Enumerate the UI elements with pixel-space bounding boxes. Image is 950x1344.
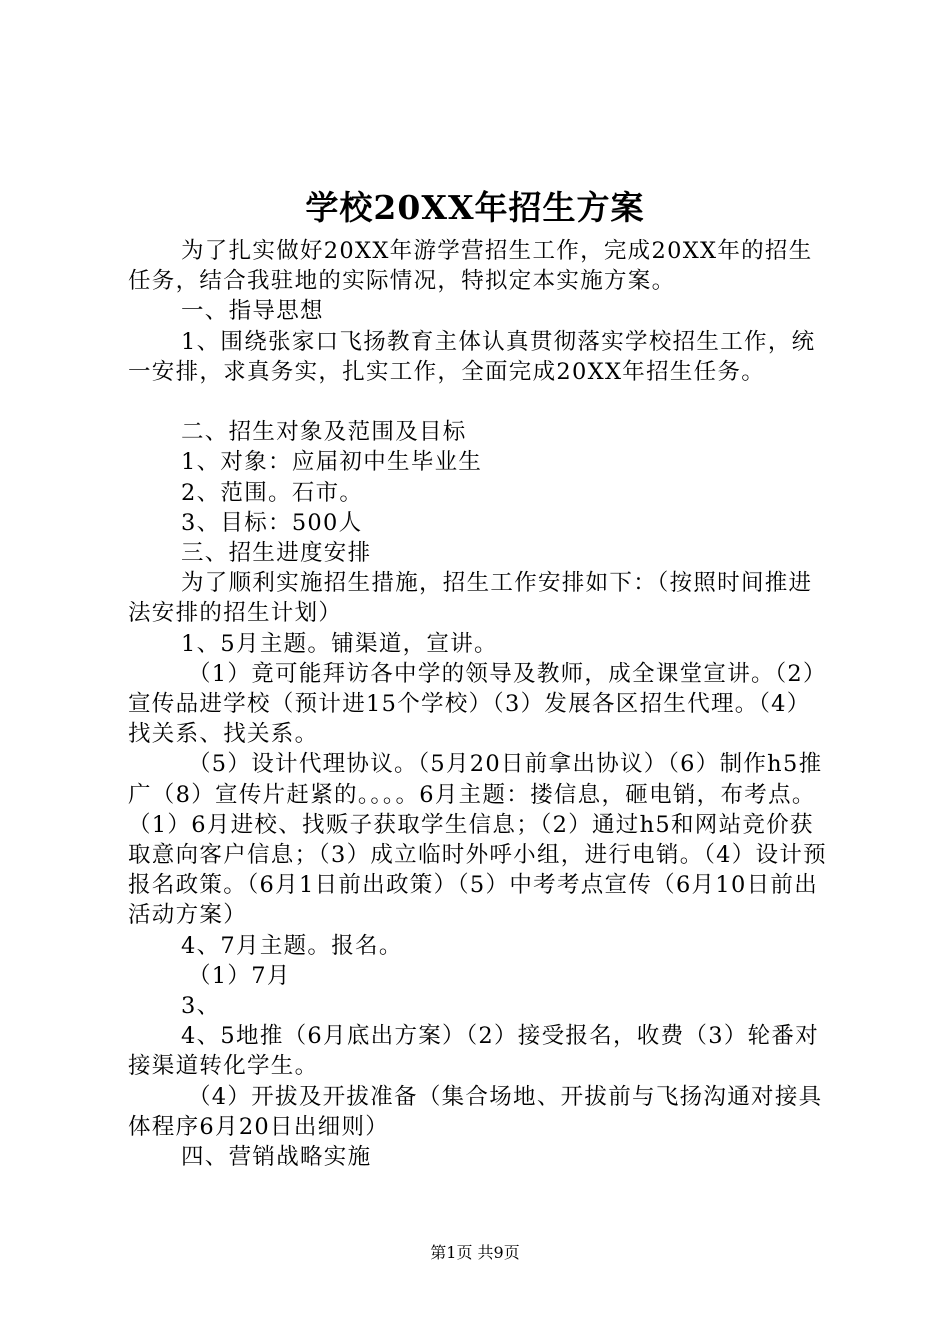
- blank-line: [128, 387, 832, 417]
- section-heading-targets: 二、招生对象及范围及目标: [181, 419, 467, 446]
- document-body: [128, 236, 832, 1172]
- intro-paragraph: 为了扎实做好20XX年游学营招生工作，完成20XX年的招生任务，结合我驻地的实际情况，特拟定本实施方案。: [128, 238, 813, 295]
- schedule-intro-paragraph: 为了顺利实施招生措施，招生工作安排如下：（按照时间推进法安排的招生计划）: [128, 570, 813, 627]
- may-tasks-paragraph: （1）竟可能拜访各中学的领导及教师，成全课堂宣讲。（2）宣传品进学校（预计进15个学校）（3）发展各区招生代理。（4）找关系、找关系。: [128, 660, 827, 748]
- july-sub-item: （1）7月: [188, 962, 291, 989]
- target-goal-item: 3、目标：500人: [181, 509, 363, 536]
- may-theme-item: 1、5月主题。铺渠道，宣讲。: [181, 630, 498, 657]
- ground-promotion-paragraph: 4、5地推（6月底出方案）（2）接受报名，收费（3）轮番对接渠道转化学生。: [128, 1023, 820, 1080]
- section-heading-guiding-thought: 一、指导思想: [181, 298, 324, 325]
- section-heading-schedule: 三、招生进度安排: [181, 540, 372, 567]
- june-tasks-paragraph: （5）设计代理协议。（5月20日前拿出协议）（6）制作h5推广（8）宣传片赶紧的。。。。6月主题：搂信息，砸电销，布考点。（1）6月进校、找贩子获取学生信息；（2）通过h5和网站竞价获取意向客户信息；（3）成立临时外呼小组，进行电销。（4）设计预报名政策。（6月1日前出政策）（5）中考考点宣传（6月10日前出活动方案）: [128, 751, 827, 929]
- target-range-item: 2、范围。石市。: [181, 479, 364, 506]
- section-heading-marketing: 四、营销战略实施: [181, 1144, 372, 1171]
- guiding-thought-item: 1、围绕张家口飞扬教育主体认真贯彻落实学校招生工作，统一安排，求真务实，扎实工作，全面完成20XX年招生任务。: [128, 328, 816, 385]
- page-footer: 第1页 共9页: [430, 1243, 520, 1262]
- numbered-item-3: 3、: [181, 993, 221, 1020]
- july-theme-item: 4、7月主题。报名。: [181, 932, 403, 959]
- document-title: 学校20XX年招生方案: [305, 188, 645, 227]
- departure-prep-paragraph: （4）开拔及开拔准备（集合场地、开拔前与飞扬沟通对接具体程序6月20日出细则）: [128, 1083, 823, 1140]
- target-object-item: 1、对象：应届初中生毕业生: [181, 449, 483, 476]
